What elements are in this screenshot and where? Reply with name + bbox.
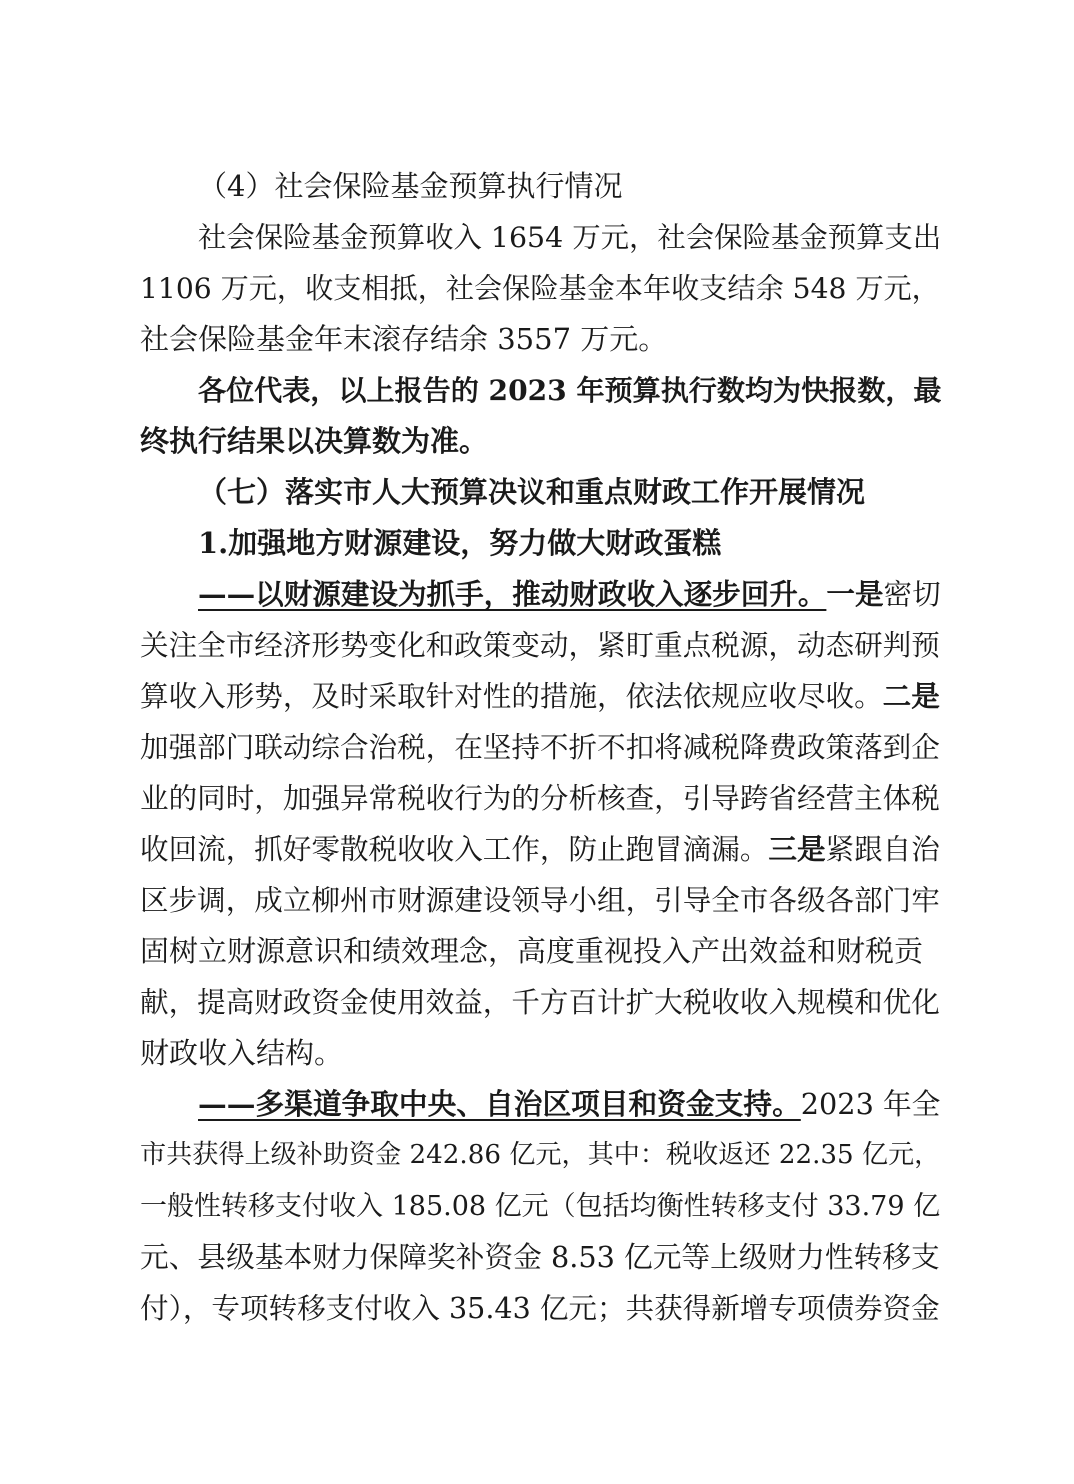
- ss-heading: （4）社会保险基金预算执行情况: [198, 169, 623, 203]
- p1-third-label: 三是: [768, 832, 826, 866]
- p1-line-10: 财政收入结构。: [140, 1036, 344, 1070]
- p1-line-9: 献，提高财政资金使用效益，千方百计扩大税收收入规模和优化: [140, 985, 940, 1019]
- p2-lead: ——多渠道争取中央、自治区项目和资金支持。: [198, 1087, 801, 1121]
- p1-line6-b: 紧跟自治: [825, 832, 940, 866]
- p2-line-5: 付），专项转移支付收入 35.43 亿元；共获得新增专项债券资金: [140, 1291, 940, 1325]
- p1-line-7: 区步调，成立柳州市财源建设领导小组，引导全市各级各部门牢: [140, 883, 940, 917]
- note-line-2: 终执行结果以决算数为准。: [140, 424, 489, 458]
- p1-first-label: 一是: [826, 577, 884, 611]
- p2-line-4: 元、县级基本财力保障奖补资金 8.53 亿元等上级财力性转移支: [140, 1240, 940, 1274]
- ss-para-line-3: 社会保险基金年末滚存结余 3557 万元。: [140, 322, 668, 356]
- section7-heading: （七）落实市人大预算决议和重点财政工作开展情况: [198, 475, 866, 509]
- note-line-1: 各位代表，以上报告的 2023 年预算执行数均为快报数，最: [198, 374, 942, 407]
- p2-line-3: 一般性转移支付收入 185.08 亿元（包括均衡性转移支付 33.79 亿: [140, 1191, 941, 1222]
- p1-lead: ——以财源建设为抓手，推动财政收入逐步回升。: [198, 577, 827, 611]
- p1-line-3: [140, 671, 940, 722]
- p1-second-label: 二是: [882, 679, 940, 713]
- p2-line-1: [140, 1079, 940, 1130]
- p1-line1-rest: 密切: [883, 577, 941, 611]
- p1-line-5: 业的同时，加强异常税收行为的分析核查，引导跨省经营主体税: [140, 781, 940, 815]
- p2-line-2: 市共获得上级补助资金 242.86 亿元，其中：税收返还 22.35 亿元，: [140, 1140, 941, 1170]
- p1-line6-a: 收回流，抓好零散税收收入工作，防止跑冒滴漏。: [140, 832, 769, 866]
- sub1-heading: 1.加强地方财源建设，努力做大财政蛋糕: [198, 526, 722, 560]
- p1-line-4: 加强部门联动综合治税，在坚持不折不扣将减税降费政策落到企: [140, 730, 940, 764]
- p1-line-2: 关注全市经济形势变化和政策变动，紧盯重点税源，动态研判预: [140, 628, 940, 662]
- document-page: [140, 161, 940, 1334]
- p2-line1-rest: 2023 年全: [800, 1087, 941, 1121]
- ss-para-line-1: 社会保险基金预算收入 1654 万元，社会保险基金预算支出: [198, 221, 942, 254]
- p1-line-6: [140, 824, 940, 875]
- ss-para-line-2: 1106 万元，收支相抵，社会保险基金本年收支结余 548 万元，: [140, 272, 940, 305]
- p1-line3-a: 算收入形势，及时采取针对性的措施，依法依规应收尽收。: [140, 679, 883, 713]
- p1-line-1: [140, 569, 940, 620]
- p1-line-8: 固树立财源意识和绩效理念，高度重视投入产出效益和财税贡: [140, 934, 924, 968]
